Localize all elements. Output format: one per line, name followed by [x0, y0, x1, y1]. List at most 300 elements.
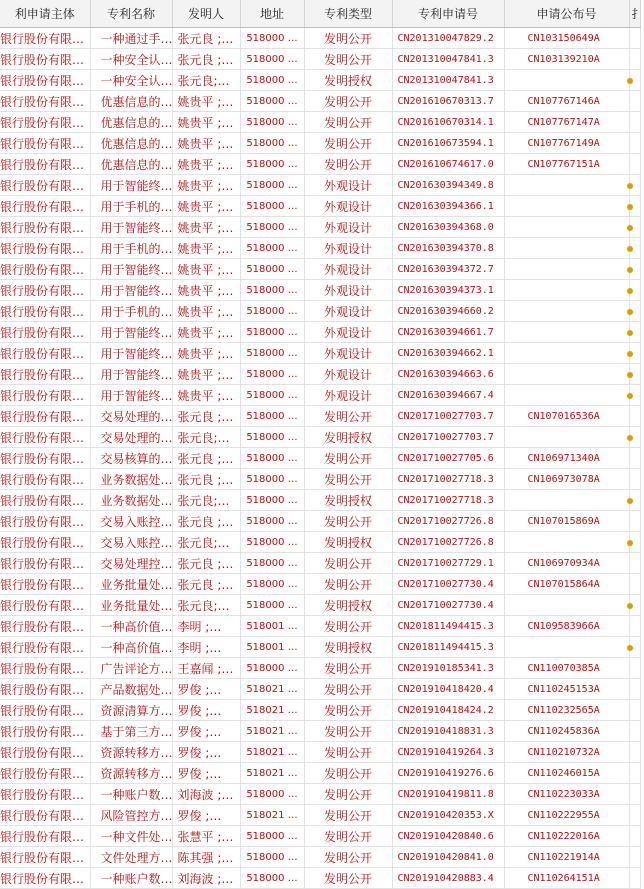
extra-cell[interactable] — [629, 112, 640, 133]
address-cell[interactable]: 518000 … — [240, 406, 304, 427]
applicant-cell[interactable]: 银行股份有限… — [0, 595, 90, 616]
address-cell[interactable]: 518001 … — [240, 637, 304, 658]
patent-name-cell[interactable]: 用于手机的… — [90, 238, 172, 259]
table-row[interactable] — [0, 553, 640, 574]
application-number-cell[interactable]: CN201710027703.7 — [392, 427, 504, 448]
inventor-cell[interactable]: 罗俊 ;… — [172, 679, 240, 700]
inventor-cell[interactable]: 张元良;… — [172, 595, 240, 616]
applicant-cell[interactable]: 银行股份有限… — [0, 637, 90, 658]
application-number-cell[interactable]: CN201630394349.8 — [392, 175, 504, 196]
patent-type-cell[interactable]: 发明授权 — [304, 427, 392, 448]
patent-name-cell[interactable]: 优惠信息的… — [90, 91, 172, 112]
patent-name-cell[interactable]: 优惠信息的… — [90, 154, 172, 175]
table-row[interactable] — [0, 175, 640, 196]
address-cell[interactable]: 518000 … — [240, 826, 304, 847]
address-cell[interactable]: 518000 … — [240, 343, 304, 364]
patent-type-cell[interactable]: 发明公开 — [304, 91, 392, 112]
patent-name-cell[interactable]: 一种通过手… — [90, 28, 172, 49]
patent-type-cell[interactable]: 外观设计 — [304, 343, 392, 364]
address-cell[interactable]: 518000 … — [240, 553, 304, 574]
table-row[interactable] — [0, 49, 640, 70]
inventor-cell[interactable]: 姚贵平 ;… — [172, 196, 240, 217]
publication-number-cell[interactable] — [504, 385, 629, 406]
inventor-cell[interactable]: 罗俊 ;… — [172, 805, 240, 826]
extra-cell[interactable] — [629, 133, 640, 154]
table-row[interactable] — [0, 322, 640, 343]
publication-number-cell[interactable]: CN107016536A — [504, 406, 629, 427]
patent-name-cell[interactable]: 交易入账控… — [90, 511, 172, 532]
patent-name-cell[interactable]: 用于智能终… — [90, 217, 172, 238]
address-cell[interactable]: 518021 … — [240, 700, 304, 721]
inventor-cell[interactable]: 张元良 ;… — [172, 28, 240, 49]
applicant-cell[interactable]: 银行股份有限… — [0, 112, 90, 133]
application-number-cell[interactable]: CN201710027726.8 — [392, 532, 504, 553]
application-number-cell[interactable]: CN201630394663.6 — [392, 364, 504, 385]
publication-number-cell[interactable] — [504, 70, 629, 91]
applicant-cell[interactable]: 银行股份有限… — [0, 196, 90, 217]
applicant-cell[interactable]: 银行股份有限… — [0, 847, 90, 868]
patent-name-cell[interactable]: 文件处理方… — [90, 847, 172, 868]
table-row[interactable] — [0, 574, 640, 595]
extra-cell[interactable] — [629, 49, 640, 70]
application-number-cell[interactable]: CN201630394662.1 — [392, 343, 504, 364]
patent-type-cell[interactable]: 外观设计 — [304, 217, 392, 238]
application-number-cell[interactable]: CN201710027730.4 — [392, 595, 504, 616]
inventor-cell[interactable]: 姚贵平 ;… — [172, 238, 240, 259]
inventor-cell[interactable]: 张元良;… — [172, 427, 240, 448]
extra-cell[interactable] — [629, 595, 640, 616]
table-row[interactable] — [0, 490, 640, 511]
publication-number-cell[interactable] — [504, 196, 629, 217]
address-cell[interactable]: 518000 … — [240, 217, 304, 238]
table-row[interactable] — [0, 868, 640, 889]
inventor-cell[interactable]: 张慧平 ;… — [172, 826, 240, 847]
application-number-cell[interactable]: CN201910420840.6 — [392, 826, 504, 847]
extra-cell[interactable] — [629, 679, 640, 700]
extra-cell[interactable] — [629, 742, 640, 763]
applicant-cell[interactable]: 银行股份有限… — [0, 322, 90, 343]
table-row[interactable] — [0, 364, 640, 385]
patent-type-cell[interactable]: 发明公开 — [304, 154, 392, 175]
patent-type-cell[interactable]: 发明公开 — [304, 826, 392, 847]
inventor-cell[interactable]: 刘海波 ;… — [172, 868, 240, 889]
inventor-cell[interactable]: 姚贵平 ;… — [172, 175, 240, 196]
inventor-cell[interactable]: 姚贵平 ;… — [172, 322, 240, 343]
column-header-inventor[interactable]: 发明人 — [172, 0, 240, 28]
publication-number-cell[interactable] — [504, 280, 629, 301]
inventor-cell[interactable]: 张元良 ;… — [172, 511, 240, 532]
inventor-cell[interactable]: 姚贵平 ;… — [172, 112, 240, 133]
applicant-cell[interactable]: 银行股份有限… — [0, 805, 90, 826]
publication-number-cell[interactable] — [504, 175, 629, 196]
publication-number-cell[interactable] — [504, 532, 629, 553]
applicant-cell[interactable]: 银行股份有限… — [0, 364, 90, 385]
publication-number-cell[interactable]: CN110222955A — [504, 805, 629, 826]
patent-name-cell[interactable]: 用于手机的… — [90, 301, 172, 322]
extra-cell[interactable] — [629, 805, 640, 826]
patent-name-cell[interactable]: 用于智能终… — [90, 364, 172, 385]
extra-cell[interactable] — [629, 658, 640, 679]
applicant-cell[interactable]: 银行股份有限… — [0, 511, 90, 532]
application-number-cell[interactable]: CN201310047829.2 — [392, 28, 504, 49]
extra-cell[interactable] — [629, 322, 640, 343]
address-cell[interactable]: 518000 … — [240, 847, 304, 868]
patent-name-cell[interactable]: 业务批量处… — [90, 595, 172, 616]
address-cell[interactable]: 518000 … — [240, 427, 304, 448]
address-cell[interactable]: 518001 … — [240, 616, 304, 637]
patent-type-cell[interactable]: 外观设计 — [304, 322, 392, 343]
address-cell[interactable]: 518021 … — [240, 805, 304, 826]
application-number-cell[interactable]: CN201630394368.0 — [392, 217, 504, 238]
patent-name-cell[interactable]: 交易处理控… — [90, 553, 172, 574]
applicant-cell[interactable]: 银行股份有限… — [0, 91, 90, 112]
patent-name-cell[interactable]: 用于智能终… — [90, 259, 172, 280]
applicant-cell[interactable]: 银行股份有限… — [0, 448, 90, 469]
applicant-cell[interactable]: 银行股份有限… — [0, 868, 90, 889]
extra-cell[interactable] — [629, 406, 640, 427]
table-row[interactable] — [0, 826, 640, 847]
applicant-cell[interactable]: 银行股份有限… — [0, 301, 90, 322]
inventor-cell[interactable]: 李明 ;… — [172, 616, 240, 637]
table-row[interactable] — [0, 847, 640, 868]
extra-cell[interactable] — [629, 553, 640, 574]
patent-type-cell[interactable]: 发明公开 — [304, 133, 392, 154]
address-cell[interactable]: 518021 … — [240, 763, 304, 784]
patent-type-cell[interactable]: 发明公开 — [304, 868, 392, 889]
address-cell[interactable]: 518000 … — [240, 238, 304, 259]
extra-cell[interactable] — [629, 91, 640, 112]
application-number-cell[interactable]: CN201610674617.0 — [392, 154, 504, 175]
patent-type-cell[interactable]: 发明授权 — [304, 637, 392, 658]
application-number-cell[interactable]: CN201710027729.1 — [392, 553, 504, 574]
address-cell[interactable]: 518000 … — [240, 469, 304, 490]
patent-type-cell[interactable]: 发明公开 — [304, 679, 392, 700]
extra-cell[interactable] — [629, 868, 640, 889]
column-header-address[interactable]: 地址 — [240, 0, 304, 28]
patent-name-cell[interactable]: 资源转移方… — [90, 742, 172, 763]
extra-cell[interactable] — [629, 448, 640, 469]
extra-cell[interactable] — [629, 238, 640, 259]
table-row[interactable] — [0, 70, 640, 91]
applicant-cell[interactable]: 银行股份有限… — [0, 574, 90, 595]
extra-cell[interactable] — [629, 847, 640, 868]
patent-type-cell[interactable]: 发明公开 — [304, 553, 392, 574]
table-row[interactable] — [0, 469, 640, 490]
table-row[interactable] — [0, 511, 640, 532]
applicant-cell[interactable]: 银行股份有限… — [0, 784, 90, 805]
publication-number-cell[interactable]: CN110246015A — [504, 763, 629, 784]
patent-name-cell[interactable]: 产品数据处… — [90, 679, 172, 700]
table-row[interactable] — [0, 427, 640, 448]
address-cell[interactable]: 518000 … — [240, 196, 304, 217]
publication-number-cell[interactable]: CN103139210A — [504, 49, 629, 70]
inventor-cell[interactable]: 姚贵平 ;… — [172, 280, 240, 301]
applicant-cell[interactable]: 银行股份有限… — [0, 70, 90, 91]
applicant-cell[interactable]: 银行股份有限… — [0, 406, 90, 427]
table-row[interactable] — [0, 658, 640, 679]
application-number-cell[interactable]: CN201910418420.4 — [392, 679, 504, 700]
publication-number-cell[interactable]: CN110221914A — [504, 847, 629, 868]
extra-cell[interactable] — [629, 259, 640, 280]
publication-number-cell[interactable] — [504, 322, 629, 343]
table-row[interactable] — [0, 217, 640, 238]
patent-name-cell[interactable]: 一种安全认… — [90, 49, 172, 70]
inventor-cell[interactable]: 姚贵平 ;… — [172, 154, 240, 175]
address-cell[interactable]: 518000 … — [240, 154, 304, 175]
patent-type-cell[interactable]: 外观设计 — [304, 280, 392, 301]
application-number-cell[interactable]: CN201630394661.7 — [392, 322, 504, 343]
extra-cell[interactable] — [629, 532, 640, 553]
address-cell[interactable]: 518000 … — [240, 91, 304, 112]
applicant-cell[interactable]: 银行股份有限… — [0, 259, 90, 280]
publication-number-cell[interactable]: CN107015869A — [504, 511, 629, 532]
address-cell[interactable]: 518021 … — [240, 679, 304, 700]
publication-number-cell[interactable]: CN110223033A — [504, 784, 629, 805]
patent-name-cell[interactable]: 风险管控方… — [90, 805, 172, 826]
inventor-cell[interactable]: 罗俊 ;… — [172, 700, 240, 721]
patent-name-cell[interactable]: 一种安全认… — [90, 70, 172, 91]
extra-cell[interactable] — [629, 364, 640, 385]
applicant-cell[interactable]: 银行股份有限… — [0, 133, 90, 154]
address-cell[interactable]: 518000 … — [240, 658, 304, 679]
application-number-cell[interactable]: CN201910420841.0 — [392, 847, 504, 868]
patent-name-cell[interactable]: 资源清算方… — [90, 700, 172, 721]
applicant-cell[interactable]: 银行股份有限… — [0, 553, 90, 574]
application-number-cell[interactable]: CN201910418831.3 — [392, 721, 504, 742]
inventor-cell[interactable]: 姚贵平 ;… — [172, 217, 240, 238]
inventor-cell[interactable]: 李明 ;… — [172, 637, 240, 658]
extra-cell[interactable] — [629, 826, 640, 847]
application-number-cell[interactable]: CN201630394372.7 — [392, 259, 504, 280]
patent-type-cell[interactable]: 发明公开 — [304, 763, 392, 784]
publication-number-cell[interactable] — [504, 343, 629, 364]
table-row[interactable] — [0, 343, 640, 364]
table-row[interactable] — [0, 616, 640, 637]
inventor-cell[interactable]: 张元良 ;… — [172, 406, 240, 427]
applicant-cell[interactable]: 银行股份有限… — [0, 49, 90, 70]
patent-name-cell[interactable]: 业务数据处… — [90, 490, 172, 511]
applicant-cell[interactable]: 银行股份有限… — [0, 385, 90, 406]
table-row[interactable] — [0, 532, 640, 553]
application-number-cell[interactable]: CN201630394370.8 — [392, 238, 504, 259]
inventor-cell[interactable]: 姚贵平 ;… — [172, 343, 240, 364]
extra-cell[interactable] — [629, 721, 640, 742]
application-number-cell[interactable]: CN201710027730.4 — [392, 574, 504, 595]
application-number-cell[interactable]: CN201910185341.3 — [392, 658, 504, 679]
table-row[interactable] — [0, 700, 640, 721]
patent-name-cell[interactable]: 资源转移方… — [90, 763, 172, 784]
patent-name-cell[interactable]: 一种账户数… — [90, 868, 172, 889]
extra-cell[interactable] — [629, 28, 640, 49]
publication-number-cell[interactable]: CN107767147A — [504, 112, 629, 133]
table-row[interactable] — [0, 595, 640, 616]
extra-cell[interactable] — [629, 217, 640, 238]
extra-cell[interactable] — [629, 469, 640, 490]
extra-cell[interactable] — [629, 763, 640, 784]
patent-type-cell[interactable]: 发明公开 — [304, 742, 392, 763]
applicant-cell[interactable]: 银行股份有限… — [0, 154, 90, 175]
application-number-cell[interactable]: CN201630394373.1 — [392, 280, 504, 301]
inventor-cell[interactable]: 张元良;… — [172, 70, 240, 91]
publication-number-cell[interactable]: CN109583966A — [504, 616, 629, 637]
publication-number-cell[interactable] — [504, 301, 629, 322]
table-row[interactable] — [0, 406, 640, 427]
applicant-cell[interactable]: 银行股份有限… — [0, 280, 90, 301]
patent-type-cell[interactable]: 发明授权 — [304, 532, 392, 553]
patent-name-cell[interactable]: 业务数据处… — [90, 469, 172, 490]
patent-type-cell[interactable]: 外观设计 — [304, 301, 392, 322]
table-row[interactable] — [0, 637, 640, 658]
patent-type-cell[interactable]: 发明授权 — [304, 595, 392, 616]
table-row[interactable] — [0, 196, 640, 217]
address-cell[interactable]: 518000 … — [240, 259, 304, 280]
inventor-cell[interactable]: 姚贵平 ;… — [172, 364, 240, 385]
column-header-applicant[interactable]: 利申请主体 — [0, 0, 90, 28]
patent-type-cell[interactable]: 发明公开 — [304, 784, 392, 805]
extra-cell[interactable] — [629, 427, 640, 448]
patent-name-cell[interactable]: 业务批量处… — [90, 574, 172, 595]
application-number-cell[interactable]: CN201910419276.6 — [392, 763, 504, 784]
table-row[interactable] — [0, 259, 640, 280]
application-number-cell[interactable]: CN201710027718.3 — [392, 469, 504, 490]
application-number-cell[interactable]: CN201710027726.8 — [392, 511, 504, 532]
patent-type-cell[interactable]: 外观设计 — [304, 238, 392, 259]
address-cell[interactable]: 518000 … — [240, 70, 304, 91]
table-row[interactable] — [0, 763, 640, 784]
table-row[interactable] — [0, 28, 640, 49]
patent-type-cell[interactable]: 外观设计 — [304, 175, 392, 196]
patent-type-cell[interactable]: 发明授权 — [304, 70, 392, 91]
table-row[interactable] — [0, 742, 640, 763]
address-cell[interactable]: 518000 … — [240, 175, 304, 196]
table-row[interactable] — [0, 784, 640, 805]
publication-number-cell[interactable]: CN103150649A — [504, 28, 629, 49]
applicant-cell[interactable]: 银行股份有限… — [0, 532, 90, 553]
applicant-cell[interactable]: 银行股份有限… — [0, 175, 90, 196]
applicant-cell[interactable]: 银行股份有限… — [0, 742, 90, 763]
extra-cell[interactable] — [629, 301, 640, 322]
address-cell[interactable]: 518000 … — [240, 364, 304, 385]
applicant-cell[interactable]: 银行股份有限… — [0, 658, 90, 679]
extra-cell[interactable] — [629, 385, 640, 406]
address-cell[interactable]: 518000 … — [240, 448, 304, 469]
address-cell[interactable]: 518000 … — [240, 385, 304, 406]
patent-name-cell[interactable]: 用于智能终… — [90, 343, 172, 364]
applicant-cell[interactable]: 银行股份有限… — [0, 343, 90, 364]
extra-cell[interactable] — [629, 490, 640, 511]
patent-type-cell[interactable]: 发明公开 — [304, 700, 392, 721]
publication-number-cell[interactable] — [504, 364, 629, 385]
inventor-cell[interactable]: 张元良 ;… — [172, 553, 240, 574]
patent-type-cell[interactable]: 发明公开 — [304, 847, 392, 868]
patent-type-cell[interactable]: 发明公开 — [304, 574, 392, 595]
patent-name-cell[interactable]: 交易处理的… — [90, 406, 172, 427]
publication-number-cell[interactable]: CN110070385A — [504, 658, 629, 679]
applicant-cell[interactable]: 银行股份有限… — [0, 28, 90, 49]
address-cell[interactable]: 518000 … — [240, 868, 304, 889]
address-cell[interactable]: 518000 … — [240, 133, 304, 154]
table-row[interactable] — [0, 91, 640, 112]
table-row[interactable] — [0, 112, 640, 133]
applicant-cell[interactable]: 银行股份有限… — [0, 217, 90, 238]
inventor-cell[interactable]: 张元良 ;… — [172, 448, 240, 469]
extra-cell[interactable] — [629, 637, 640, 658]
patent-type-cell[interactable]: 发明公开 — [304, 721, 392, 742]
extra-cell[interactable] — [629, 175, 640, 196]
column-header-patent-type[interactable]: 专利类型 — [304, 0, 392, 28]
table-row[interactable] — [0, 301, 640, 322]
applicant-cell[interactable]: 银行股份有限… — [0, 469, 90, 490]
address-cell[interactable]: 518021 … — [240, 742, 304, 763]
inventor-cell[interactable]: 刘海波 ;… — [172, 784, 240, 805]
application-number-cell[interactable]: CN201710027703.7 — [392, 406, 504, 427]
extra-cell[interactable] — [629, 574, 640, 595]
application-number-cell[interactable]: CN201310047841.3 — [392, 49, 504, 70]
patent-type-cell[interactable]: 发明公开 — [304, 49, 392, 70]
extra-cell[interactable] — [629, 154, 640, 175]
application-number-cell[interactable]: CN201910419811.8 — [392, 784, 504, 805]
inventor-cell[interactable]: 张元良;… — [172, 532, 240, 553]
publication-number-cell[interactable] — [504, 238, 629, 259]
column-header-application-number[interactable]: 专利申请号 — [392, 0, 504, 28]
publication-number-cell[interactable]: CN110264151A — [504, 868, 629, 889]
application-number-cell[interactable]: CN201610670314.1 — [392, 112, 504, 133]
application-number-cell[interactable]: CN201910420883.4 — [392, 868, 504, 889]
extra-cell[interactable] — [629, 70, 640, 91]
table-row[interactable] — [0, 133, 640, 154]
publication-number-cell[interactable] — [504, 217, 629, 238]
publication-number-cell[interactable]: CN106971340A — [504, 448, 629, 469]
patent-name-cell[interactable]: 广告评论方… — [90, 658, 172, 679]
address-cell[interactable]: 518000 … — [240, 595, 304, 616]
inventor-cell[interactable]: 姚贵平 ;… — [172, 301, 240, 322]
extra-cell[interactable] — [629, 196, 640, 217]
publication-number-cell[interactable]: CN107767146A — [504, 91, 629, 112]
table-row[interactable] — [0, 238, 640, 259]
address-cell[interactable]: 518000 … — [240, 112, 304, 133]
patent-name-cell[interactable]: 基于第三方… — [90, 721, 172, 742]
patent-name-cell[interactable]: 交易入账控… — [90, 532, 172, 553]
address-cell[interactable]: 518000 … — [240, 28, 304, 49]
table-row[interactable] — [0, 280, 640, 301]
patent-name-cell[interactable]: 优惠信息的… — [90, 112, 172, 133]
table-row[interactable] — [0, 448, 640, 469]
inventor-cell[interactable]: 姚贵平 ;… — [172, 385, 240, 406]
publication-number-cell[interactable]: CN107015864A — [504, 574, 629, 595]
address-cell[interactable]: 518000 … — [240, 574, 304, 595]
inventor-cell[interactable]: 姚贵平 ;… — [172, 259, 240, 280]
patent-type-cell[interactable]: 发明公开 — [304, 28, 392, 49]
table-row[interactable] — [0, 721, 640, 742]
publication-number-cell[interactable]: CN107767151A — [504, 154, 629, 175]
publication-number-cell[interactable]: CN110210732A — [504, 742, 629, 763]
patent-type-cell[interactable]: 外观设计 — [304, 364, 392, 385]
patent-type-cell[interactable]: 发明授权 — [304, 490, 392, 511]
application-number-cell[interactable]: CN201811494415.3 — [392, 637, 504, 658]
application-number-cell[interactable]: CN201610670313.7 — [392, 91, 504, 112]
publication-number-cell[interactable] — [504, 490, 629, 511]
address-cell[interactable]: 518000 … — [240, 532, 304, 553]
applicant-cell[interactable]: 银行股份有限… — [0, 763, 90, 784]
inventor-cell[interactable]: 张元良 ;… — [172, 49, 240, 70]
inventor-cell[interactable]: 张元良 ;… — [172, 469, 240, 490]
application-number-cell[interactable]: CN201910420353.X — [392, 805, 504, 826]
patent-name-cell[interactable]: 一种账户数… — [90, 784, 172, 805]
table-row[interactable] — [0, 805, 640, 826]
applicant-cell[interactable]: 银行股份有限… — [0, 679, 90, 700]
patent-name-cell[interactable]: 用于智能终… — [90, 385, 172, 406]
application-number-cell[interactable]: CN201710027705.6 — [392, 448, 504, 469]
